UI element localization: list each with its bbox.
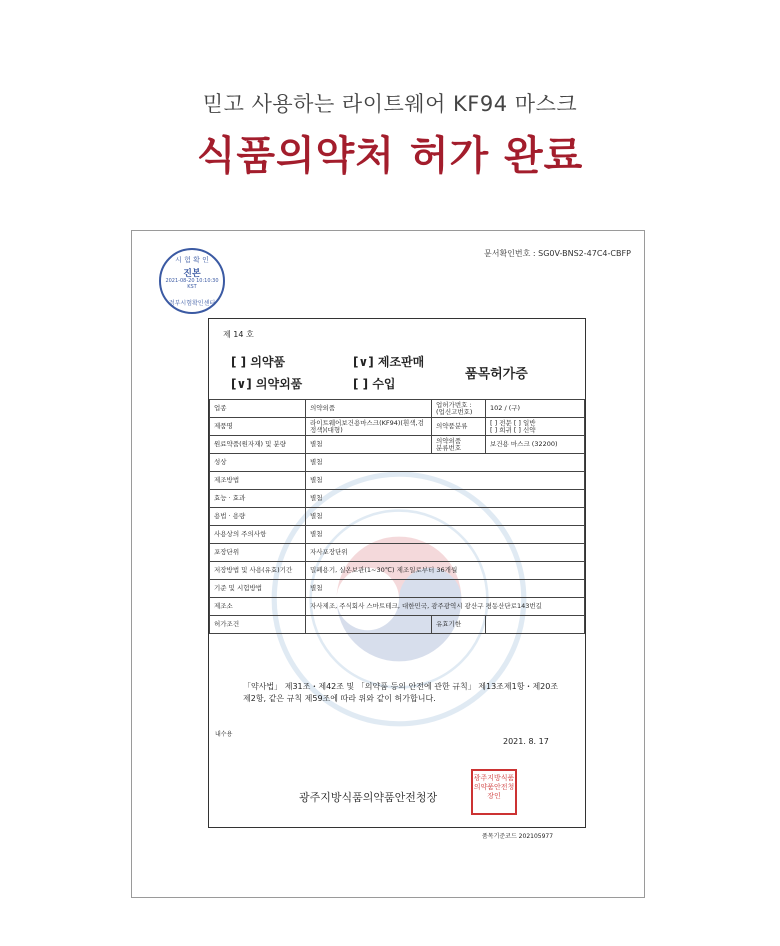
row-label: 의약품분류	[432, 418, 486, 436]
row-value: 별첨	[306, 490, 585, 508]
row-value: 자사포장단위	[306, 544, 585, 562]
row-label: 용법 · 용량	[210, 508, 306, 526]
subtitle: 믿고 사용하는 라이트웨어 KF94 마스크	[202, 92, 578, 116]
table-row	[210, 490, 585, 508]
issue-date: 2021. 8. 17	[503, 737, 549, 746]
table-row	[210, 400, 585, 418]
row-label: 사용상의 주의사항	[210, 526, 306, 544]
row-label: 포장단위	[210, 544, 306, 562]
table-row	[210, 436, 585, 454]
row-value: [ ] 전문 [ ] 일반 [ ] 희귀 [ ] 신약	[486, 418, 585, 436]
certificate-number: 제 14 호	[223, 330, 254, 339]
seal-ring-top: 시 험 확 인	[175, 256, 209, 264]
permit-table	[209, 399, 585, 634]
table-row	[210, 616, 585, 634]
official-red-seal: 광주지방식품의약품안전청장인	[471, 769, 517, 815]
row-label: 허가조건	[210, 616, 306, 634]
check-quasi-drug: [∨] 의약외품	[231, 377, 303, 391]
certificate-document	[131, 230, 645, 898]
row-value: 자사제조, 주식회사 스마트테크, 대한민국, 광주광역시 광산구 평동산단로143번길	[306, 598, 585, 616]
row-value: 별첨	[306, 526, 585, 544]
table-row	[210, 526, 585, 544]
legal-text: 「약사법」 제31조・제42조 및 「의약품 등의 안전에 관한 규칙」 제13조제1항・제20조제2항, 같은 규칙 제59조에 따라 위와 같이 허가합니다.	[243, 682, 559, 703]
row-label: 제조방법	[210, 472, 306, 490]
table-row	[210, 508, 585, 526]
form-code: 품목기준코드 202105977	[482, 833, 554, 840]
row-label: 기준 및 시험방법	[210, 580, 306, 598]
row-value: 별첨	[306, 454, 585, 472]
page-title: 식품의약처 허가 완료	[196, 133, 584, 179]
row-label: 제조소	[210, 598, 306, 616]
seal-date: 2021-08-20 10:10:30 KST	[165, 278, 219, 290]
row-value	[486, 616, 585, 634]
check-import: [ ] 수입	[353, 377, 396, 391]
row-value: 102 / (구)	[486, 400, 585, 418]
table-row	[210, 580, 585, 598]
row-value: 의약외품	[306, 400, 432, 418]
table-row	[210, 472, 585, 490]
row-label: 효능 · 효과	[210, 490, 306, 508]
row-label: 유효기한	[432, 616, 486, 634]
row-label: 업허가번호 : (업신고번호)	[432, 400, 486, 418]
row-label: 성상	[210, 454, 306, 472]
row-value: 별첨	[306, 508, 585, 526]
issuer-name: 광주지방식품의약품안전청장	[299, 791, 438, 804]
authenticity-seal	[159, 248, 225, 314]
seal-main: 진본	[183, 269, 201, 279]
row-value: 별첨	[306, 436, 432, 454]
row-label: 제품명	[210, 418, 306, 436]
row-label: 업종	[210, 400, 306, 418]
row-value: 별첨	[306, 472, 585, 490]
certificate-frame	[208, 318, 586, 828]
table-row	[210, 562, 585, 580]
row-label: 원료약품(원자재) 및 분량	[210, 436, 306, 454]
row-value: 라이트웨어보건용마스크(KF94)(흰색,검정색)(대형)	[306, 418, 432, 436]
seal-ring-bottom: 정부시험확인센터	[168, 300, 216, 307]
row-label: 의약외품 분류번호	[432, 436, 486, 454]
document-number: 문서확인번호 : SG0V-BNS2-47C4-CBFP	[484, 249, 631, 258]
table-row	[210, 544, 585, 562]
row-label: 저장방법 및 사용(유효)기간	[210, 562, 306, 580]
table-row	[210, 598, 585, 616]
domestic-use-label: 내수용	[215, 731, 233, 738]
row-value: 보건용 마스크 (32200)	[486, 436, 585, 454]
row-value	[306, 616, 432, 634]
check-manufacture-sale: [∨] 제조판매	[353, 355, 425, 369]
table-row	[210, 418, 585, 436]
permit-title: 품목허가증	[465, 367, 528, 382]
row-value: 밀폐용기, 실온보관(1~30℃) 제조일로부터 36개월	[306, 562, 585, 580]
table-row	[210, 454, 585, 472]
check-drug: [ ] 의약품	[231, 355, 286, 369]
row-value: 별첨	[306, 580, 585, 598]
